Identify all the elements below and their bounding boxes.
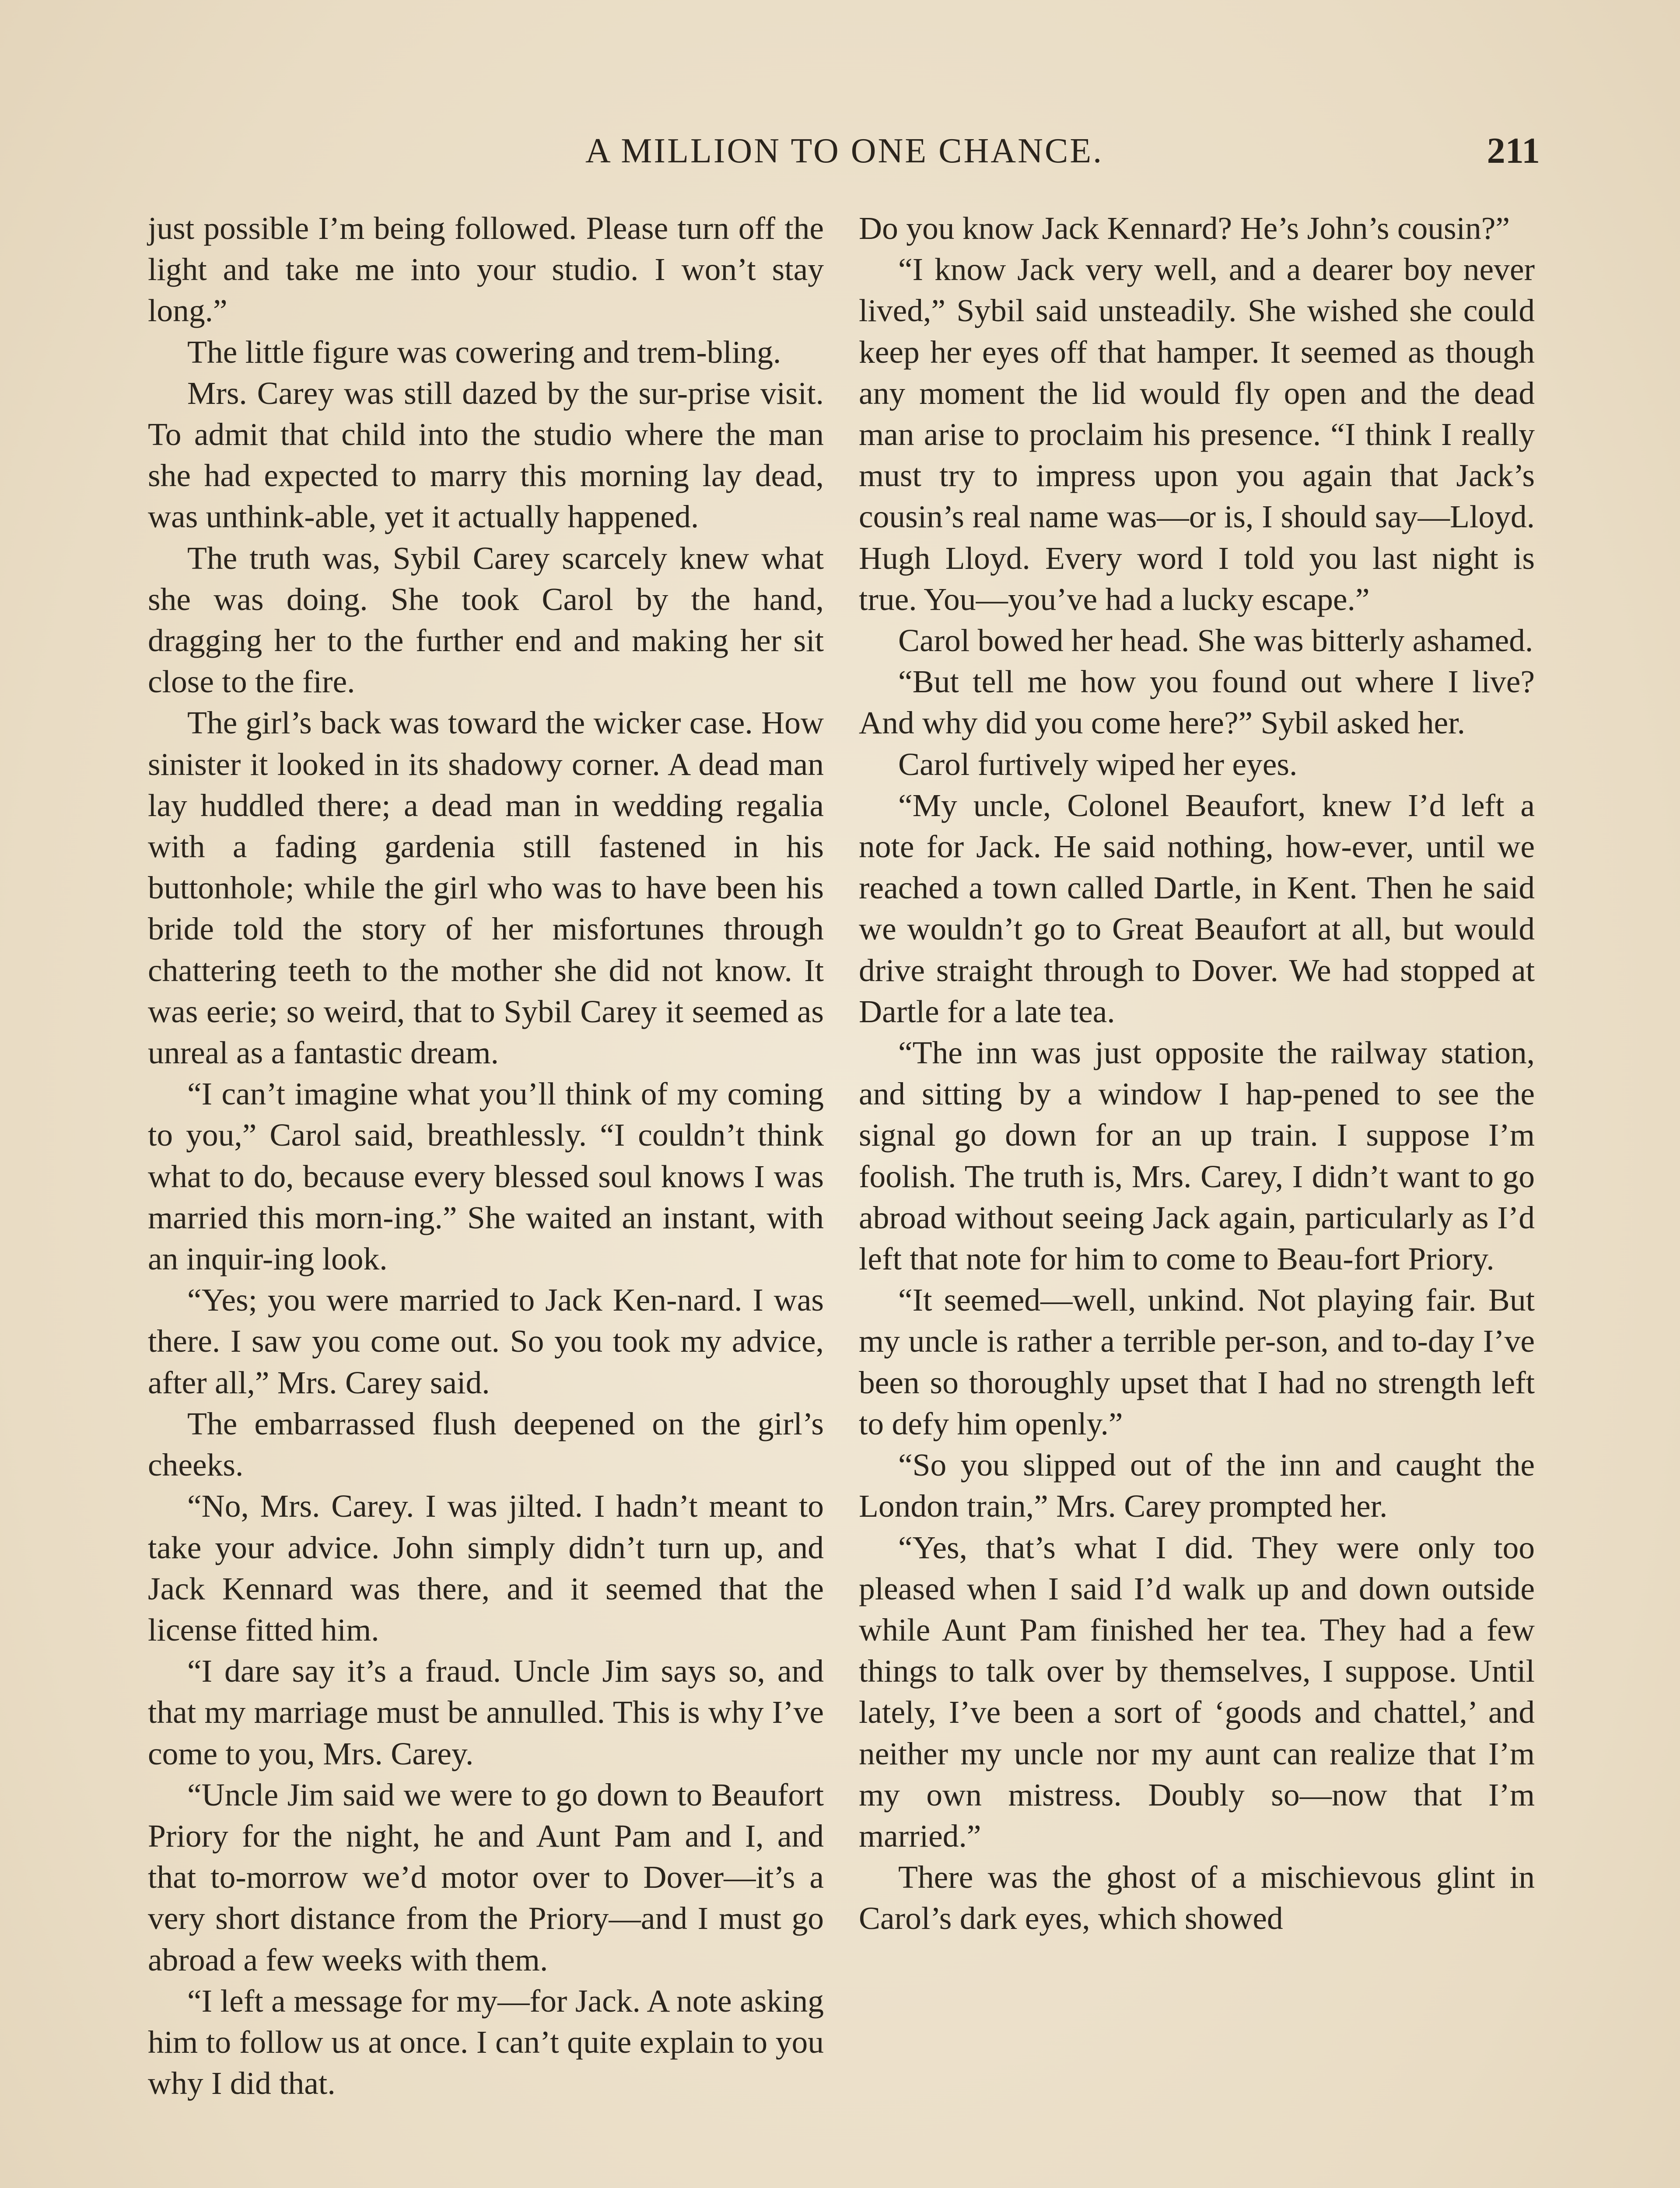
paragraph: Carol furtively wiped her eyes. bbox=[898, 746, 1298, 782]
paragraph: The girl’s back was toward the wicker case. How sinister it looked in its shadowy corner. A dead man lay huddled there; a dead man in wedding regalia with a fading gardenia still fastened in his buttonhole; while the girl who was to have been his bride told the story of her misfortunes through chattering teeth to the mother she did not know. It was eerie; so weird, that to Sybil Carey it seemed as unreal as a fantastic dream. bbox=[148, 705, 824, 1071]
paragraph: “No, Mrs. Carey. I was jilted. I hadn’t meant to take your advice. John simply didn’t turn up, and Jack Kennard was there, and it seemed that the license fitted him. bbox=[148, 1488, 824, 1648]
paragraph: “But tell me how you found out where I live? And why did you come here?” Sybil asked her. bbox=[859, 664, 1535, 741]
paragraph: There was the ghost of a mischievous glint in Carol’s dark eyes, which showed bbox=[859, 1859, 1535, 1936]
paragraph: “Uncle Jim said we were to go down to Beaufort Priory for the night, he and Aunt Pam and I, and that to-morrow we’d motor over to Dover—it’s a very short distance from the Priory—and I must go abroad a few weeks with them. bbox=[148, 1777, 824, 1978]
paragraph: The truth was, Sybil Carey scarcely knew what she was doing. She took Carol by the hand, dragging her to the further end and making her sit close to the fire. bbox=[148, 540, 824, 700]
paragraph: “I know Jack very well, and a dearer boy never lived,” Sybil said unsteadily. She wished she could keep her eyes off that hamper. It seemed as though any moment the lid would fly open and the dead man arise to proclaim his presence. “I think I really must try to impress upon you again that Jack’s cousin’s real name was—or is, I should say—Lloyd. Hugh Lloyd. Every word I told you last night is true. You—you’ve had a lucky escape.” bbox=[859, 252, 1535, 617]
page-number: 211 bbox=[1487, 130, 1540, 171]
paragraph: “So you slipped out of the inn and caught the London train,” Mrs. Carey prompted her. bbox=[859, 1447, 1535, 1524]
paragraph: The little figure was cowering and trem-bling. bbox=[187, 334, 781, 370]
paragraph: “The inn was just opposite the railway station, and sitting by a window I hap-pened to see the signal go down for an up train. I suppose I’m foolish. The truth is, Mrs. Carey, I didn’t want to go abroad without seeing Jack again, particularly as I’d left that note for him to come to Beau-fort Priory. bbox=[859, 1035, 1535, 1277]
paragraph: “I can’t imagine what you’ll think of my coming to you,” Carol said, breathlessly. “I couldn’t think what to do, because every blessed soul knows I was married this morn-ing.” She waited an instant, with an inquir-ing look. bbox=[148, 1076, 824, 1277]
paragraph: Mrs. Carey was still dazed by the sur-prise visit. To admit that child into the studio where the man she had expected to marry this morning lay dead, was unthink-able, yet it actually happened. bbox=[148, 375, 824, 535]
paragraph: “I left a message for my—for Jack. A note asking him to follow us at once. I can’t quite explain to you why I did that. bbox=[148, 1983, 824, 2101]
paragraph: “Yes; you were married to Jack Ken-nard. I was there. I saw you come out. So you took my advice, after all,” Mrs. Carey said. bbox=[148, 1282, 824, 1400]
paragraph: “I dare say it’s a fraud. Uncle Jim says so, and that my marriage must be annulled. This is why I’ve come to you, Mrs. Carey. bbox=[148, 1653, 824, 1771]
paragraph: “It seemed—well, unkind. Not playing fair. But my uncle is rather a terrible per-son, and to-day I’ve been so thoroughly upset that I had no strength left to defy him openly.” bbox=[859, 1282, 1535, 1441]
right-text-column bbox=[859, 208, 1535, 1939]
paragraph: “Yes, that’s what I did. They were only too pleased when I said I’d walk up and down outside while Aunt Pam finished her tea. They had a few things to talk over by themselves, I suppose. Until lately, I’ve been a sort of ‘goods and chattel,’ and neither my uncle nor my aunt can realize that I’m my own mistress. Doubly so—now that I’m married.” bbox=[859, 1529, 1535, 1854]
running-header bbox=[149, 127, 1540, 175]
paragraph: The embarrassed flush deepened on the girl’s cheeks. bbox=[148, 1406, 824, 1483]
running-title: A MILLION TO ONE CHANCE. bbox=[585, 132, 1104, 170]
paragraph: Carol bowed her head. She was bitterly ashamed. bbox=[898, 623, 1533, 659]
left-text-column bbox=[148, 208, 824, 2104]
paragraph: Do you know Jack Kennard? He’s John’s cousin?” bbox=[859, 210, 1510, 246]
paragraph: “My uncle, Colonel Beaufort, knew I’d left a note for Jack. He said nothing, how-ever, until we reached a town called Dartle, in Kent. Then he said we wouldn’t go to Great Beaufort at all, but would drive straight through to Dover. We had stopped at Dartle for a late tea. bbox=[859, 787, 1535, 1029]
paragraph: just possible I’m being followed. Please turn off the light and take me into your studio. I won’t stay long.” bbox=[148, 210, 824, 329]
